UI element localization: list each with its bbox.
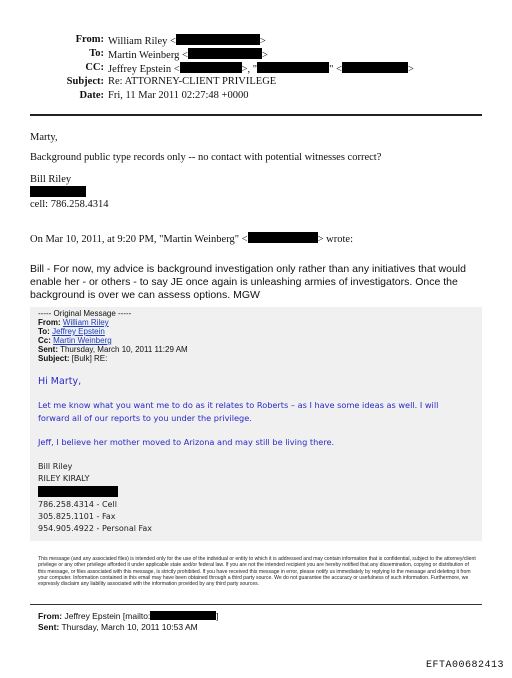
subject-value: Re: ATTORNEY-CLIENT PRIVILEGE <box>108 76 277 87</box>
date-value: Fri, 11 Mar 2011 02:27:48 +0000 <box>108 90 249 101</box>
cc-label: CC: <box>85 62 104 73</box>
original-cc <box>38 336 112 345</box>
redaction-bar <box>150 611 219 621</box>
original-sig-name: Bill Riley <box>38 462 73 471</box>
original-sig-fax: 305.825.1101 - Fax <box>38 512 116 521</box>
redaction-bar <box>176 34 260 45</box>
original-sig-redaction <box>38 486 118 498</box>
signature-redaction <box>30 186 86 199</box>
quoted-body: Bill - For now, my advice is background investigation only rather than any initiatives that would enable her - or others - to say JE once again is unleashing armies of investigators. Once the background is over we can assess options. MGW <box>30 263 466 301</box>
date-label: Date: <box>79 90 104 101</box>
original-cc-link[interactable]: Martin Weinberg <box>53 336 112 345</box>
original-sig-personal-fax: 954.905.4922 - Personal Fax <box>38 524 153 533</box>
original-greeting: Hi Marty, <box>38 376 82 387</box>
redaction-bar <box>30 186 86 197</box>
earlier-sent-label: Sent: <box>38 622 60 632</box>
earlier-from-label: From: <box>38 611 63 621</box>
reply-signature-name: Bill Riley <box>30 174 72 185</box>
reply-greeting: Marty, <box>30 132 58 143</box>
original-line-3: Jeff, I believe her mother moved to Arizona and may still be living there. <box>38 437 335 447</box>
from-value <box>108 34 266 47</box>
original-divider: ----- Original Message ----- <box>38 309 132 318</box>
original-sent-value: Thursday, March 10, 2011 11:29 AM <box>60 345 188 354</box>
from-label: From: <box>75 34 104 45</box>
original-to <box>38 327 105 336</box>
to-name: Martin Weinberg < <box>108 50 188 61</box>
earlier-divider <box>30 604 482 605</box>
cc-separator: >, " <box>241 64 258 75</box>
from-name: William Riley < <box>108 36 176 47</box>
reply-cell: cell: 786.258.4314 <box>30 199 109 210</box>
original-subject-label: Subject: <box>38 354 70 363</box>
close-bracket: > <box>261 50 268 61</box>
original-sig-cell: 786.258.4314 - Cell <box>38 500 117 509</box>
legal-disclaimer: This message (and any associated files) is intended only for the use of the individual or entity to which it is addressed and may contain information that is confidential, subject to the attorney/client privilege or any other privilege afforded it under applicable state and/or federal law. If you are not the intended recipient you are hereby notified that any dissemination, copying or distribution of this message, or files associated with this message, is strictly prohibited. If you have received this message in error, please notify us immediately by replying to the message and deleting it from your computer. Information contained in this email may have been obtained through a third party source. We do not guarantee the accuracy or usefulness of such information. Furthermore, we expressly disclaim any liability associated with the information provided by any third party sources. <box>38 556 476 588</box>
close-bracket: > <box>259 36 266 47</box>
redaction-bar <box>38 486 118 497</box>
subject-label: Subject: <box>66 76 104 87</box>
cc-quote-open: " < <box>329 64 342 75</box>
original-sig-company: RILEY KIRALY <box>38 474 90 483</box>
original-line-1: Let me know what you want me to do as it relates to Roberts – as I have some ideas as well. I will <box>38 400 439 410</box>
original-cc-label: Cc: <box>38 336 51 345</box>
header-divider <box>30 114 482 116</box>
original-to-label: To: <box>38 327 50 336</box>
reply-body: Background public type records only -- no contact with potential witnesses correct? <box>30 152 382 163</box>
original-from <box>38 318 109 327</box>
redaction-bar <box>188 48 262 59</box>
original-to-link[interactable]: Jeffrey Epstein <box>52 327 105 336</box>
original-subject <box>38 354 107 363</box>
redaction-bar <box>248 232 318 243</box>
earlier-from-end: ] <box>216 611 219 621</box>
quoted-intro-start: On Mar 10, 2011, at 9:20 PM, "Martin Weinberg" < <box>30 234 248 245</box>
redaction-bar <box>342 62 408 73</box>
cc-name: Jeffrey Epstein < <box>108 64 180 75</box>
earlier-sent-value: Thursday, March 10, 2011 10:53 AM <box>61 622 198 632</box>
cc-value <box>108 62 414 75</box>
original-from-link[interactable]: William Riley <box>62 318 109 327</box>
redaction-bar <box>257 62 329 73</box>
to-value <box>108 48 268 61</box>
quoted-intro-end: > wrote: <box>317 234 353 245</box>
bates-number: EFTA00682413 <box>425 660 504 671</box>
quoted-intro <box>30 232 353 245</box>
to-label: To: <box>89 48 104 59</box>
original-line-2: forward all of our reports to you under the privilege. <box>38 413 252 423</box>
original-subject-value: [Bulk] RE: <box>71 354 108 363</box>
original-sent-label: Sent: <box>38 345 58 354</box>
close-bracket: > <box>407 64 414 75</box>
original-sent <box>38 345 188 354</box>
original-from-label: From: <box>38 318 61 327</box>
earlier-sent <box>38 622 198 632</box>
earlier-from-value: Jeffrey Epstein [mailto: <box>64 611 151 621</box>
redaction-bar <box>180 62 242 73</box>
earlier-from <box>38 611 219 621</box>
